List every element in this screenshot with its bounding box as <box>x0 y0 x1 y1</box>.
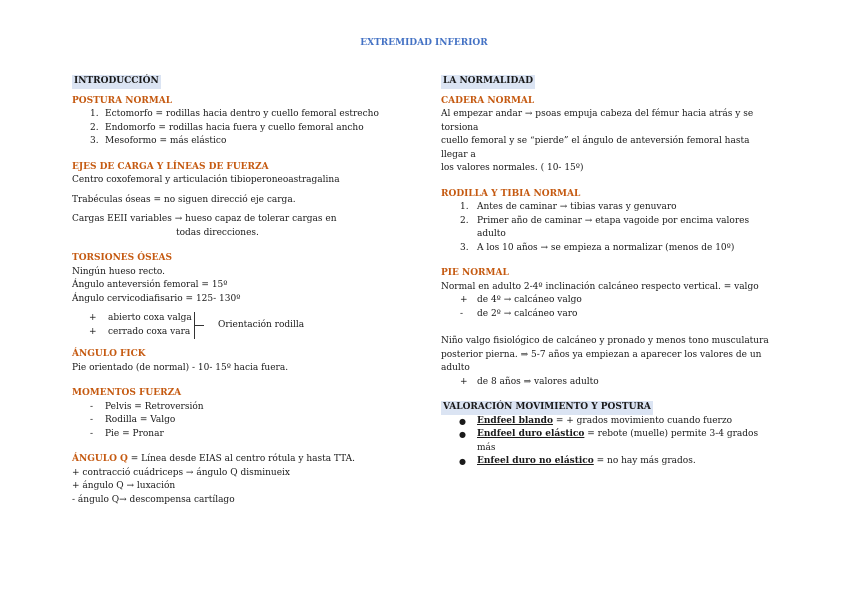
momentos-list <box>72 401 402 442</box>
list-item: 3. A los 10 años → se empieza a normalizar (menos de 10º) <box>460 242 735 253</box>
pie-paragraph: Niño valgo fisiológico de calcáneo y pronado y menos tono musculatura <box>441 336 769 346</box>
angulo-q-line: + contracció cuádriceps → ángulo Q disminueix <box>72 467 290 478</box>
torsiones-line: Ningún hueso recto. <box>72 266 165 277</box>
angulo-q-line: + ángulo Q → luxación <box>72 481 176 491</box>
bullet-marker: + <box>89 313 97 323</box>
cadera-line: los valores normales. ( 10- 15º) <box>441 163 584 173</box>
ejes-line: Centro coxofemoral y articulación tibioperoneoastragalina <box>72 175 340 185</box>
ejes-line: todas direcciones. <box>176 227 259 238</box>
cadera-line: Al empezar andar → psoas empuja cabeza del fémur hacia atrás y se torsiona <box>441 109 754 133</box>
brace-label: Orientación rodilla <box>218 320 305 330</box>
pie-heading: PIE NORMAL <box>441 268 509 278</box>
list-item: 2. Endomorfo = rodillas hacia fuera y cuello femoral ancho <box>90 122 364 133</box>
list-item: ● Enfeel duro no elástico = no hay más grados. <box>459 456 696 466</box>
normalidad-heading: LA NORMALIDAD <box>441 75 535 89</box>
bullet-marker: + <box>89 327 97 337</box>
fick-heading: ÁNGULO FICK <box>72 349 146 359</box>
list-item: 2. Primer año de caminar → etapa vagoide por encima valores adulto <box>460 215 750 239</box>
ejes-heading: EJES DE CARGA Y LÍNEAS DE FUERZA <box>72 161 269 172</box>
angulo-q-heading-line: ÁNGULO Q = Línea desde EIAS al centro rótula y hasta TTA. <box>72 454 355 464</box>
momentos-heading: MOMENTOS FUERZA <box>72 388 182 398</box>
brace-arrow <box>194 325 204 326</box>
valoracion-heading: VALORACIÓN MOVIMIENTO Y POSTURA <box>441 401 653 415</box>
coxa-vara-item: cerrado coxa vara <box>108 327 191 337</box>
left-column <box>72 75 402 507</box>
ejes-line: Trabéculas óseas = no siguen direcció eje carga. <box>72 194 296 205</box>
rodilla-list <box>441 201 776 255</box>
list-item: ● Endfeel blando = + grados movimiento cuando fuerzo <box>459 415 733 426</box>
pie-bullets <box>441 294 776 321</box>
fick-line: Pie orientado (de normal) - 10- 15º hacia fuera. <box>72 362 289 373</box>
angulo-q-heading: ÁNGULO Q <box>72 454 128 464</box>
intro-heading: INTRODUCCIÓN <box>72 75 161 89</box>
list-item: 1. Antes de caminar → tibias varas y genuvaro <box>460 202 677 212</box>
pie-paragraph: posterior pierna. ⇒ 5-7 años ya empiezan a aparecer los valores de un adulto <box>441 349 762 373</box>
postura-heading: POSTURA NORMAL <box>72 95 173 106</box>
rodilla-heading: RODILLA Y TIBIA NORMAL <box>441 188 581 199</box>
list-item: ● Endfeel duro elástico = rebote (muelle) permite 3-4 grados más <box>459 429 759 453</box>
ejes-line: Cargas EEII variables → hueso capaz de tolerar cargas en <box>72 214 337 224</box>
coxa-valga-item: abierto coxa valga <box>108 313 192 323</box>
cadera-line: cuello femoral y se “pierde” el ángulo de anteversión femoral hasta llegar a <box>441 136 750 160</box>
pie-bullets-2 <box>441 376 776 390</box>
torsiones-line: Ángulo anteversión femoral = 15º <box>72 280 228 290</box>
valoracion-list <box>441 415 776 469</box>
right-column <box>441 75 776 469</box>
list-item: - Pie = Pronar <box>90 428 164 439</box>
list-item: + de 8 años ⇒ valores adulto <box>460 376 599 387</box>
list-item: 3. Mesoformo = más elástico <box>90 136 227 146</box>
pie-line: Normal en adulto 2-4º inclinación calcáneo respecto vertical. = valgo <box>441 281 759 292</box>
coxa-brace-group <box>72 312 402 342</box>
torsiones-heading: TORSIONES ÓSEAS <box>72 253 172 263</box>
list-item: - Pelvis = Retroversión <box>90 401 204 412</box>
cadera-heading: CADERA NORMAL <box>441 95 535 106</box>
list-item: - Rodilla = Valgo <box>90 415 176 425</box>
list-item: 1. Ectomorfo = rodillas hacia dentro y cuello femoral estrecho <box>90 109 379 119</box>
angulo-q-line: - ángulo Q→ descompensa cartílago <box>72 494 235 505</box>
torsiones-line: Ángulo cervicodiafisario = 125- 130º <box>72 293 241 304</box>
document-title: EXTREMIDAD INFERIOR <box>360 38 488 48</box>
postura-list <box>72 108 402 149</box>
list-item: + de 4º → calcáneo valgo <box>460 295 582 305</box>
list-item: - de 2º → calcáneo varo <box>460 308 578 319</box>
